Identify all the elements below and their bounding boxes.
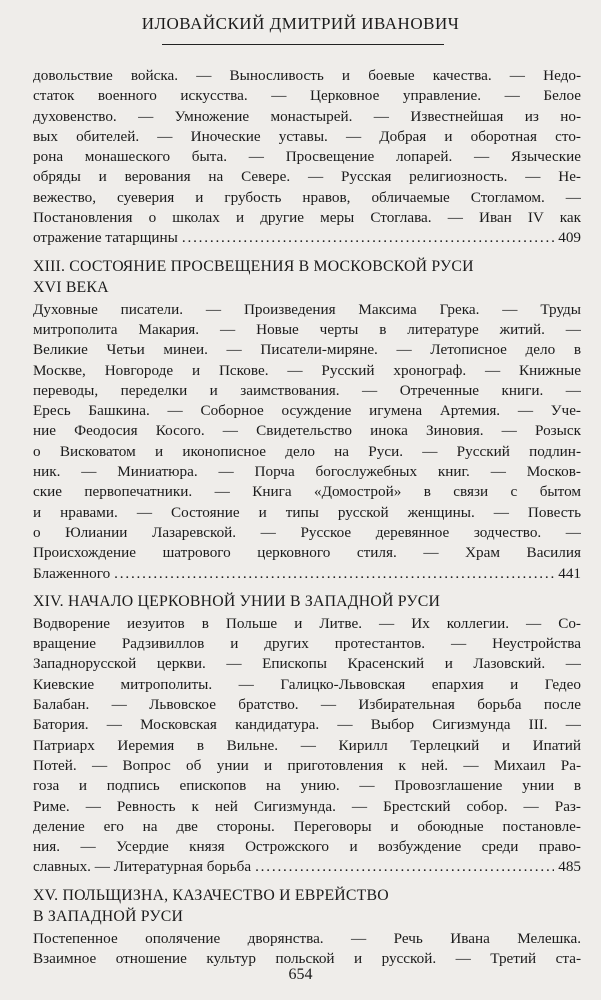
chapter-title [33, 885, 581, 927]
running-head: ИЛОВАЙСКИЙ ДМИТРИЙ ИВАНОВИЧ [141, 14, 460, 33]
chapter-title [33, 591, 581, 612]
toc-line: и нравами. — Состояние и типы русской женщины. — Повесть [33, 503, 581, 521]
intro-block [33, 66, 581, 249]
toc-line: довольствие войска. — Выносливость и боевые качества. — Недо- [33, 67, 581, 84]
chapter-title-line: XVI ВЕКА [33, 278, 109, 296]
toc-line: отражение татарщины [33, 229, 178, 247]
toc-line: обряды и верования на Севере. — Русская религиозность. — Не- [33, 168, 581, 186]
toc-line: ния. — Усердие князя Острожского и возбуждение среди право- [33, 838, 581, 856]
toc-line: ние Феодосия Косого. — Свидетельство инока Зиновия. — Розыск [33, 422, 581, 440]
toc-line: Западнорусской церкви. — Епископы Красенский и Лазовский. — [33, 655, 581, 673]
toc-line: переводы, переделки и заимствования. — Отреченные книги. — [33, 381, 581, 399]
toc-line: Балабан. — Львовское братство. — Избирательная борьба после [33, 696, 581, 714]
toc-line: Происхождение шатрового церковного стиля. — Храм Василия [33, 544, 581, 562]
toc-line: гоза и подпись епископов на унию. — Провозглашение унии в [33, 777, 581, 795]
toc-line: Москве, Новгороде и Пскове. — Русский хронограф. — Книжные [33, 361, 581, 379]
toc-line: рона монашеского быта. — Просвещение лопарей. — Языческие [33, 148, 581, 166]
toc-line: вежество, суеверия и грубость нравов, обличаемые Стогламом. — [33, 188, 581, 206]
toc-entry-leader [33, 564, 581, 584]
toc-entry-leader [33, 228, 581, 248]
chapter-title-line: В ЗАПАДНОЙ РУСИ [33, 907, 184, 925]
table-of-contents [33, 66, 581, 969]
chapter-summary [33, 929, 581, 970]
chapter-summary [33, 614, 581, 878]
toc-line: о Висковатом и иконописное дело на Руси. — Русский подлин- [33, 442, 581, 460]
chapter-title-line: XIV. НАЧАЛО ЦЕРКОВНОЙ УНИИ В ЗАПАДНОЙ РУСИ [33, 592, 441, 610]
toc-line: вых обителей. — Иноческие уставы. — Добрая и оборотная сто- [33, 127, 581, 145]
toc-line: Постепенное ополячение дворянства. — Речь Ивана Мелешка. [33, 929, 581, 947]
toc-line: Батория. — Московская кандидатура. — Выбор Сигизмунда III. — [33, 716, 581, 734]
dot-leader [255, 857, 554, 877]
toc-line: Постановления о школах и другие меры Стоглава. — Иван IV как [33, 209, 581, 227]
chapter-title-line: XV. ПОЛЬЩИЗНА, КАЗАЧЕСТВО И ЕВРЕЙСТВО [33, 886, 389, 904]
toc-line: ник. — Миниатюра. — Порча богослужебных книг. — Москов- [33, 463, 581, 481]
page-number: 441 [558, 564, 581, 582]
toc-line: митрополита Макария. — Новые черты в литературе житий. — [33, 320, 581, 338]
chapter-title [33, 256, 581, 298]
toc-line: Патриарх Иеремия в Вильне. — Кирилл Терлецкий и Ипатий [33, 736, 581, 754]
toc-line: духовенство. — Умножение монастырей. — Известнейшая из но- [33, 107, 581, 125]
dot-leader [182, 228, 554, 248]
toc-line: деление его на две стороны. Переговоры и обоюдные постановле- [33, 817, 581, 835]
toc-line: Киевские митрополиты. — Галицко-Львовская епархия и Гедео [33, 675, 581, 693]
toc-line: статок военного искусства. — Церковное управление. — Белое [33, 87, 581, 105]
toc-line: Риме. — Ревность к ней Сигизмунда. — Брестский собор. — Раз- [33, 797, 581, 815]
toc-line: Блаженного [33, 564, 111, 582]
toc-line: славных. — Литературная борьба [33, 858, 252, 876]
toc-line: вращение Радзивиллов и других протестантов. — Неустройства [33, 635, 581, 653]
page-number: 485 [558, 858, 581, 876]
toc-line: Потей. — Вопрос об унии и приготовления к ней. — Михаил Ра- [33, 756, 581, 774]
toc-line: ские первопечатники. — Книга «Домострой» в связи с бытом [33, 483, 581, 501]
toc-line: Ересь Башкина. — Соборное осуждение игумена Артемия. — Уче- [33, 402, 581, 420]
toc-entry-leader [33, 857, 581, 877]
dot-leader [114, 564, 554, 584]
toc-line: Взаимное отношение культур польской и русской. — Третий ста- [33, 949, 581, 967]
toc-line: Великие Четьи минеи. — Писатели-миряне. — Летописное дело в [33, 341, 581, 359]
page-folio: 654 [288, 966, 313, 983]
toc-line: о Юлиании Лазаревской. — Русское деревянное зодчество. — [33, 523, 581, 541]
chapter-title-line: XIII. СОСТОЯНИЕ ПРОСВЕЩЕНИЯ В МОСКОВСКОЙ РУСИ [33, 257, 474, 275]
toc-line: Духовные писатели. — Произведения Максима Грека. — Труды [33, 300, 581, 318]
header-rule [162, 44, 444, 45]
chapter-summary [33, 300, 581, 584]
toc-line: Водворение иезуитов в Польше и Литве. — Их коллегии. — Со- [33, 614, 581, 632]
page-number: 409 [558, 229, 581, 247]
